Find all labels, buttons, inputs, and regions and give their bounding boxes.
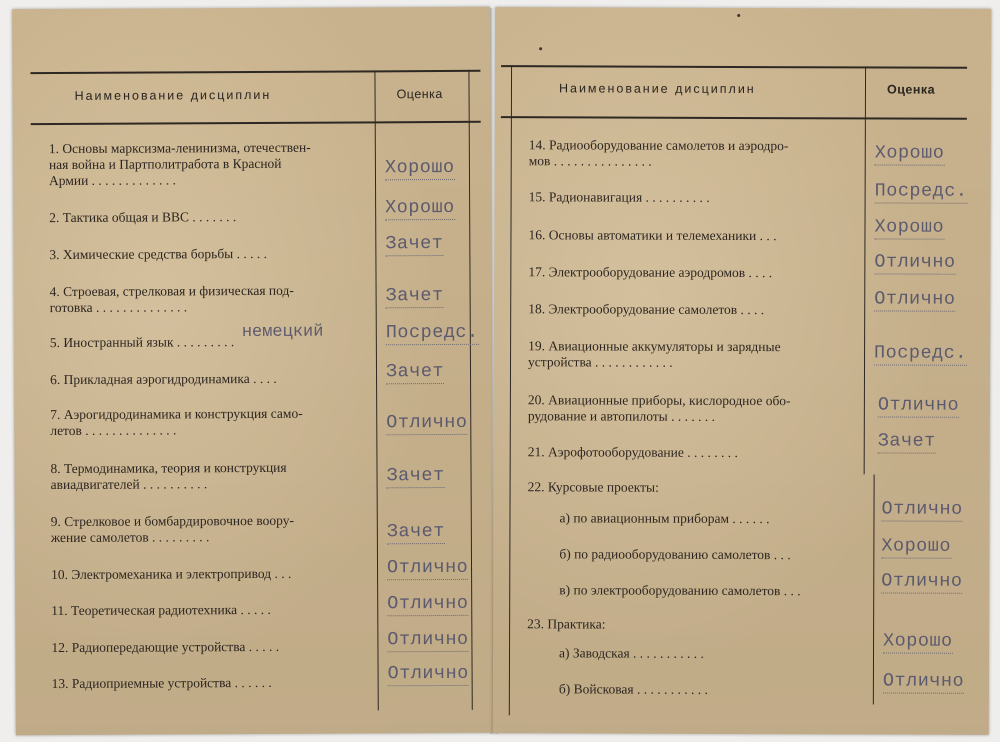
- column-header-grade: Оценка: [886, 82, 936, 97]
- grade-3: Зачет: [385, 233, 444, 255]
- discipline-row-22c: в) по электрооборудованию самолетов . . .: [559, 582, 801, 599]
- grade-22c: Отлично: [881, 570, 963, 592]
- discipline-row-17: 17. Электрооборудование аэродромов . . . .: [528, 264, 773, 281]
- paper-speck: [737, 14, 740, 17]
- grade-1: Хорошо: [384, 156, 455, 179]
- discipline-row-6: 6. Прикладная аэрогидродинамика . . . .: [50, 370, 277, 388]
- grade-9: Зачет: [386, 520, 445, 543]
- right-page: [493, 7, 992, 735]
- grade-22b: Хорошо: [881, 535, 952, 557]
- grade-14: Хорошо: [874, 142, 945, 164]
- discipline-row-4: 4. Строевая, стрелковая и физическая под- готовка . . . . . . . . . . . . . .: [49, 282, 294, 316]
- left-page: [12, 7, 494, 735]
- discipline-row-5: 5. Иностранный язык . . . . . . . . .: [49, 334, 235, 351]
- discipline-row-1: 1. Основы марксизма-ленинизма, отечествен- ная война и Партполитработа в Красной Армии . . . . . . . . . . . . .: [48, 139, 311, 189]
- column-header-discipline: Наименование дисциплин: [74, 87, 272, 103]
- discipline-row-11: 11. Теоретическая радиотехника . . . . .: [51, 601, 271, 619]
- grade-8: Зачет: [386, 464, 445, 487]
- discipline-row-21: 21. Аэрофотооборудование . . . . . . . .: [527, 444, 738, 460]
- discipline-row-2: 2. Тактика общая и ВВС . . . . . . .: [49, 209, 237, 226]
- discipline-row-23b: б) Войсковая . . . . . . . . . . .: [558, 681, 708, 697]
- grade-12: Отлично: [387, 628, 469, 651]
- grade-11: Отлично: [387, 592, 469, 615]
- grade-10: Отлично: [386, 556, 469, 579]
- grade-column-divider: [864, 66, 866, 474]
- grade-20: Отлично: [877, 394, 960, 416]
- discipline-row-8: 8. Термодинамика, теория и конструкция авиадвигателей . . . . . . . . . .: [50, 459, 287, 493]
- column-header-grade: Оценка: [396, 87, 443, 102]
- discipline-row-13: 13. Радиоприемные устройства . . . . . .: [51, 674, 272, 692]
- discipline-row-9: 9. Стрелковое и бомбардировочное воору- жение самолетов . . . . . . . . .: [50, 512, 294, 546]
- grade-22a: Отлично: [881, 498, 963, 520]
- grade-5: Посредс.: [385, 321, 479, 344]
- discipline-row-15: 15. Радионавигация . . . . . . . . . .: [528, 189, 710, 205]
- paper-speck: [539, 47, 542, 50]
- grade-column-divider-lower: [873, 474, 875, 704]
- left-border: [509, 65, 512, 715]
- discipline-row-23a: а) Заводская . . . . . . . . . . .: [558, 645, 704, 661]
- grade-column-right-border: [468, 70, 472, 710]
- header-bottom-rule: [31, 121, 481, 125]
- grade-18: Отлично: [874, 288, 956, 310]
- discipline-row-7: 7. Аэрогидродинамика и конструкция само- летов . . . . . . . . . . . . . .: [50, 405, 303, 439]
- grade-23a: Хорошо: [883, 630, 953, 652]
- discipline-row-10: 10. Электромеханика и электропривод . . .: [51, 565, 292, 583]
- discipline-row-19: 19. Авиационные аккумуляторы и зарядные устройства . . . . . . . . . . . .: [528, 338, 781, 370]
- grade-17: Отлично: [874, 251, 956, 273]
- discipline-row-20: 20. Авиационные приборы, кислородное обо- рудование и автопилоты . . . . . . .: [527, 392, 791, 424]
- grade-4: Зачет: [385, 285, 444, 307]
- header-top-rule: [30, 70, 480, 74]
- grade-15: Посредс.: [874, 180, 968, 202]
- header-bottom-rule: [501, 116, 967, 120]
- grade-column-divider: [374, 70, 378, 710]
- discipline-row-22a: а) по авиационным приборам . . . . . .: [559, 510, 770, 527]
- discipline-row-22b: б) по радиооборудованию самолетов . . .: [559, 546, 791, 563]
- grade-21: Зачет: [877, 430, 936, 452]
- practice-heading: 23. Практика:: [527, 616, 606, 632]
- grade-2: Хорошо: [385, 196, 455, 219]
- grade-23b: Отлично: [882, 670, 965, 692]
- discipline-row-3: 3. Химические средства борьбы . . . . .: [49, 245, 268, 263]
- grade-13: Отлично: [387, 662, 469, 685]
- foreign-language-value: немецкий: [241, 322, 324, 343]
- discipline-row-18: 18. Электрооборудование самолетов . . . .: [528, 301, 765, 318]
- discipline-row-14: 14. Радиооборудование самолетов и аэродро- мов . . . . . . . . . . . . . . .: [528, 137, 789, 169]
- coursework-heading: 22. Курсовые проекты:: [527, 479, 659, 495]
- header-top-rule: [501, 65, 967, 69]
- discipline-row-12: 12. Радиопередающие устройства . . . . .: [51, 638, 280, 656]
- column-header-discipline: Наименование дисциплин: [558, 81, 756, 97]
- grade-7: Отлично: [386, 411, 468, 434]
- discipline-row-16: 16. Основы автоматики и телемеханики . . .: [528, 227, 777, 244]
- grade-19: Посредс.: [874, 342, 967, 364]
- grade-6: Зачет: [385, 360, 445, 383]
- grade-16: Хорошо: [874, 216, 945, 238]
